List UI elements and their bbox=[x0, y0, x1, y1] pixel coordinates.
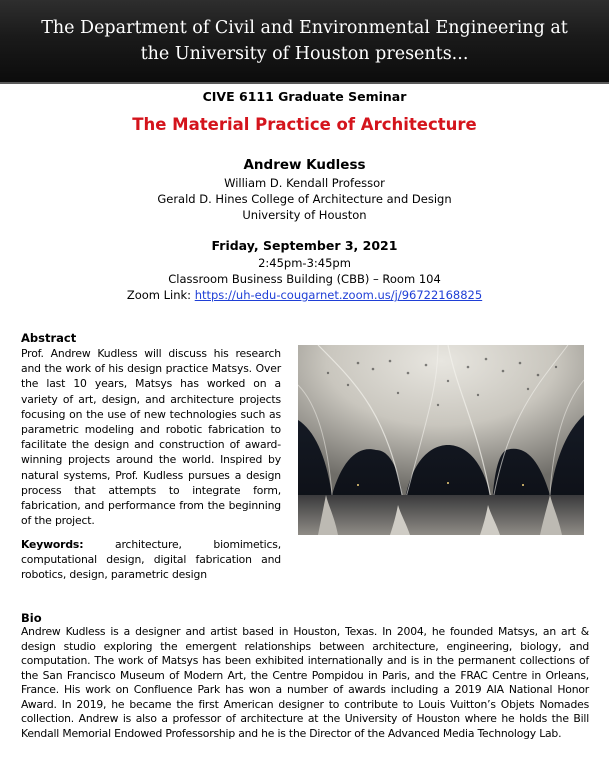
speaker-college: Gerald D. Hines College of Architecture and Design bbox=[157, 192, 452, 206]
event-date: Friday, September 3, 2021 bbox=[211, 238, 398, 253]
keywords-block bbox=[21, 537, 281, 583]
speaker-university: University of Houston bbox=[242, 208, 367, 222]
abstract-heading: Abstract bbox=[21, 331, 77, 345]
event-time: 2:45pm-3:45pm bbox=[258, 256, 351, 270]
keywords-text: architecture, biomimetics, computational design, digital fabrication and robotics, design, parametric design bbox=[21, 538, 281, 582]
zoom-line bbox=[0, 287, 609, 303]
speaker-title: William D. Kendall Professor bbox=[224, 176, 385, 190]
talk-title: The Material Practice of Architecture bbox=[132, 115, 477, 134]
zoom-link[interactable]: https://uh-edu-cougarnet.zoom.us/j/96722168825 bbox=[194, 288, 483, 302]
speaker-name: Andrew Kudless bbox=[243, 157, 366, 173]
header-line-1: The Department of Civil and Environmental Engineering at bbox=[41, 18, 568, 38]
bio-text: Andrew Kudless is a designer and artist based in Houston, Texas. In 2004, he founded Matsys, an art & design studio exploring the emergent relationships between architecture, engineering, biology, and computation. The work of Matsys has been exhibited internationally and is in the permanent collections of the San Francisco Museum of Modern Art, the Centre Pompidou in Paris, and the FRAC Centre in Orleans, France. His work on Confluence Park has won a number of awards including a 2019 AIA National Honor Award. In 2019, he became the first American designer to contribute to Louis Vuitton’s Objets Nomades collection. Andrew is also a professor of architecture at the University of Houston where he holds the Bill Kendall Memorial Endowed Professorship and he is the Director of the Advanced Media Technology Lab. bbox=[21, 625, 589, 740]
header-banner bbox=[0, 0, 609, 84]
abstract-text: Prof. Andrew Kudless will discuss his research and the work of his design practice Matsys. Over the last 10 years, Matsys has worked on a variety of art, design, and architecture projects focusing on the use of new technologies such as parametric modeling and robotic fabrication to facilitate the design and construction of award-winning projects around the world. Inspired by natural systems, Prof. Kudless pursues a design process that attempts to integrate form, fabrication, and performance from the beginning of the project. bbox=[21, 347, 281, 528]
bio-heading: Bio bbox=[21, 611, 42, 625]
zoom-label: Zoom Link: bbox=[126, 288, 192, 302]
pavilion-photo bbox=[298, 345, 584, 535]
event-location: Classroom Business Building (CBB) – Room 104 bbox=[168, 272, 441, 286]
seminar-name: CIVE 6111 Graduate Seminar bbox=[202, 89, 407, 104]
header-line-2: the University of Houston presents... bbox=[140, 44, 469, 64]
keywords-label: Keywords: bbox=[21, 538, 84, 551]
